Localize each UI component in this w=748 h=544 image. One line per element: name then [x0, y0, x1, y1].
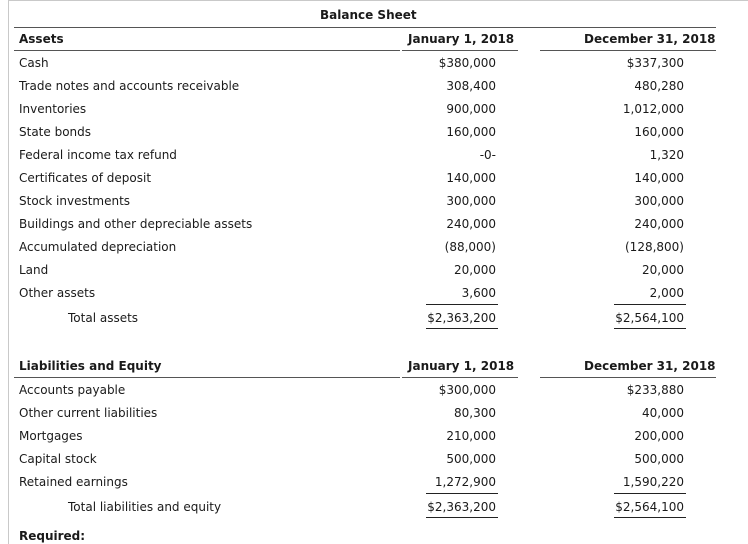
row-value-dec: 200,000: [634, 429, 684, 443]
liabilities-header-rule-label: [14, 377, 400, 378]
row-label: Trade notes and accounts receivable: [19, 79, 240, 93]
liabilities-total-dec: $2,564,100: [615, 500, 684, 514]
title-rule: [14, 27, 716, 28]
row-value-dec: $337,300: [626, 56, 684, 70]
row-value-jan: 308,400: [446, 79, 496, 93]
row-value-jan: (88,000): [444, 240, 496, 254]
row-value-jan: 500,000: [446, 452, 496, 466]
row-value-jan: 240,000: [446, 217, 496, 231]
liabilities-header-rule-col1: [402, 377, 518, 378]
row-value-jan: 900,000: [446, 102, 496, 116]
row-value-dec: 240,000: [634, 217, 684, 231]
row-value-jan: 160,000: [446, 125, 496, 139]
row-value-jan: 210,000: [446, 429, 496, 443]
liabilities-col2-header: December 31, 2018: [584, 359, 716, 373]
row-label: Retained earnings: [19, 475, 128, 489]
row-value-dec: 20,000: [642, 263, 684, 277]
assets-header-rule-label: [14, 50, 400, 51]
row-value-dec: 300,000: [634, 194, 684, 208]
row-label: State bonds: [19, 125, 92, 139]
assets-total-dec: $2,564,100: [615, 311, 684, 325]
row-label: Capital stock: [19, 452, 97, 466]
row-label: Mortgages: [19, 429, 83, 443]
row-value-jan: 80,300: [454, 406, 496, 420]
row-value-jan: $300,000: [438, 383, 496, 397]
liabilities-subtotal-rule-col2: [614, 493, 686, 494]
row-value-dec: 160,000: [634, 125, 684, 139]
row-value-dec: 40,000: [642, 406, 684, 420]
sheet-title: Balance Sheet: [320, 8, 417, 22]
row-value-dec: 500,000: [634, 452, 684, 466]
row-label: Other current liabilities: [19, 406, 158, 420]
assets-total-jan: $2,363,200: [427, 311, 496, 325]
assets-col2-header: December 31, 2018: [584, 32, 716, 46]
row-label: Certificates of deposit: [19, 171, 152, 185]
row-label: Federal income tax refund: [19, 148, 177, 162]
row-label: Stock investments: [19, 194, 131, 208]
row-label: Land: [19, 263, 49, 277]
row-label: Accumulated depreciation: [19, 240, 177, 254]
assets-total-label: Total assets: [68, 311, 139, 325]
liabilities-total-rule-col1: [426, 517, 498, 518]
row-value-jan: 20,000: [454, 263, 496, 277]
liabilities-total-label: Total liabilities and equity: [68, 500, 222, 514]
liabilities-header: Liabilities and Equity: [19, 359, 162, 373]
assets-header: Assets: [19, 32, 64, 46]
liabilities-total-jan: $2,363,200: [427, 500, 496, 514]
row-value-dec: 1,590,220: [622, 475, 684, 489]
row-value-jan: $380,000: [438, 56, 496, 70]
row-value-jan: 300,000: [446, 194, 496, 208]
liabilities-total-rule-col2: [614, 517, 686, 518]
row-value-dec: 1,320: [649, 148, 684, 162]
assets-header-rule-col1: [402, 50, 518, 51]
row-value-dec: 1,012,000: [622, 102, 684, 116]
row-value-dec: (128,800): [625, 240, 684, 254]
required-label: Required:: [19, 529, 86, 543]
assets-col1-header: January 1, 2018: [408, 32, 515, 46]
row-value-jan: 1,272,900: [434, 475, 496, 489]
row-value-jan: -0-: [479, 148, 496, 162]
row-label: Other assets: [19, 286, 96, 300]
assets-header-rule-col2: [540, 50, 716, 51]
liabilities-header-rule-col2: [540, 377, 716, 378]
row-value-dec: 2,000: [649, 286, 684, 300]
row-label: Accounts payable: [19, 383, 126, 397]
row-label: Cash: [19, 56, 49, 70]
row-label: Buildings and other depreciable assets: [19, 217, 253, 231]
row-value-jan: 3,600: [461, 286, 496, 300]
liabilities-subtotal-rule-col1: [426, 493, 498, 494]
row-label: Inventories: [19, 102, 87, 116]
assets-total-rule-col2: [614, 328, 686, 329]
row-value-dec: 480,280: [634, 79, 684, 93]
row-value-dec: $233,880: [626, 383, 684, 397]
assets-subtotal-rule-col2: [614, 304, 686, 305]
liabilities-col1-header: January 1, 2018: [408, 359, 515, 373]
row-value-dec: 140,000: [634, 171, 684, 185]
row-value-jan: 140,000: [446, 171, 496, 185]
assets-total-rule-col1: [426, 328, 498, 329]
assets-subtotal-rule-col1: [426, 304, 498, 305]
